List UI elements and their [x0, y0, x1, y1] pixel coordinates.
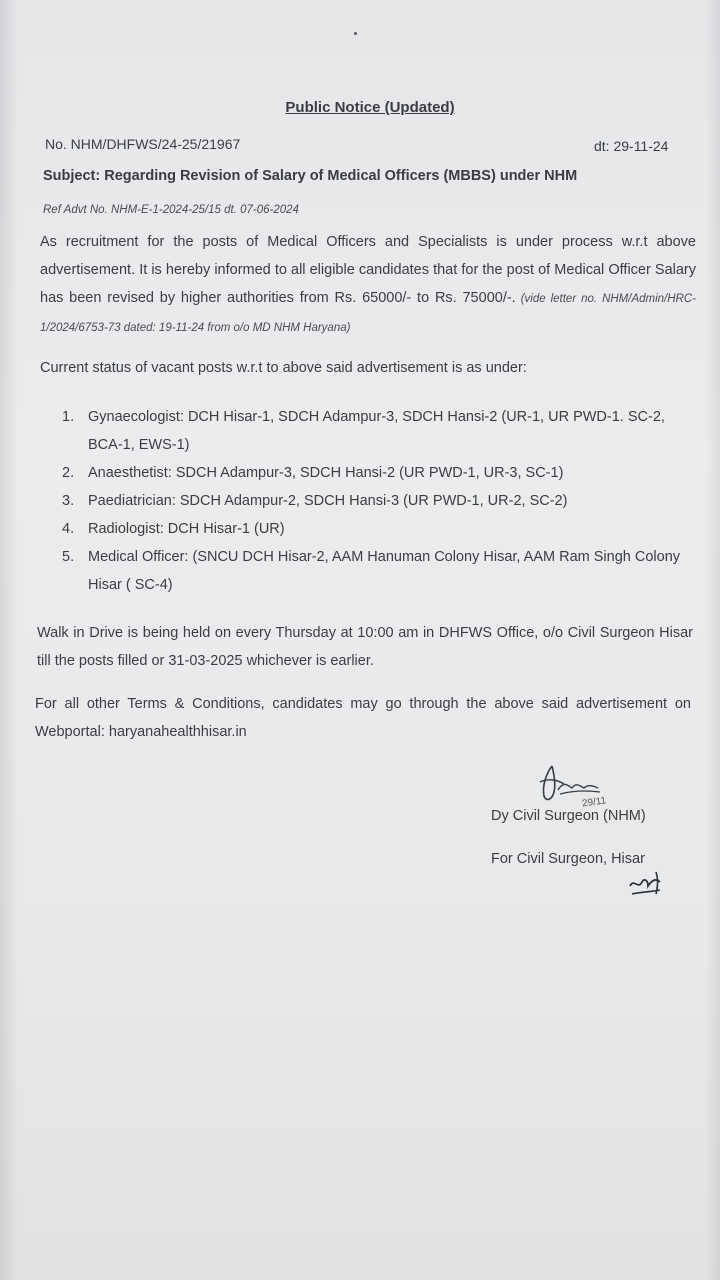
subject-line	[43, 168, 577, 184]
salary-revision-text: As recruitment for the posts of Medical Officers and Specialists is under process w.r.t above advertisement. It is hereby informed to all eligible candidates that for the post of Medical Officer Salary has been revised by higher authorities from Rs. 65000/- to Rs. 75000/-.	[40, 234, 696, 306]
list-item	[62, 543, 702, 599]
vacant-posts-list	[62, 403, 702, 599]
list-item	[62, 459, 702, 487]
list-number: 2.	[62, 465, 75, 481]
vide-letter-reference: (vide letter no. NHM/Admin/HRC-1/2024/6753-73 dated: 19-11-24 from o/o MD NHM Haryana)	[40, 293, 696, 334]
subject-text: Regarding Revision of Salary of Medical Officers (MBBS) under NHM	[100, 168, 578, 184]
list-number: 4.	[62, 521, 75, 537]
list-number: 3.	[62, 493, 75, 509]
signature-date: 29/11	[581, 795, 607, 810]
notice-title: Public Notice (Updated)	[285, 99, 455, 116]
reference-advertisement: Ref Advt No. NHM-E-1-2024-25/15 dt. 07-06-2024	[43, 204, 299, 216]
list-item	[62, 403, 702, 459]
list-number: 1.	[62, 409, 75, 425]
subject-label: Subject:	[43, 168, 101, 184]
list-text: Anaesthetist: SDCH Adampur-3, SDCH Hansi-2 (UR PWD-1, UR-3, SC-1)	[88, 465, 564, 481]
page-shadow-left	[0, 0, 18, 1280]
designation-dy-civil-surgeon: Dy Civil Surgeon (NHM)	[491, 808, 646, 824]
salary-revision-paragraph	[40, 228, 696, 342]
vacancy-status-intro: Current status of vacant posts w.r.t to above said advertisement is as under:	[40, 360, 527, 376]
page-shadow-right	[706, 0, 720, 1280]
list-text: Medical Officer: (SNCU DCH Hisar-2, AAM Hanuman Colony Hisar, AAM Ram Singh Colony Hisar ( SC-4)	[88, 549, 681, 593]
walk-in-paragraph: Walk in Drive is being held on every Thursday at 10:00 am in DHFWS Office, o/o Civil Surgeon Hisar till the posts filled or 31-03-2025 whichever is earlier.	[37, 625, 693, 669]
handwritten-initials	[626, 868, 666, 902]
list-number: 5.	[62, 549, 75, 565]
notice-date: dt: 29-11-24	[594, 138, 669, 154]
terms-paragraph: For all other Terms & Conditions, candidates may go through the above said advertisement on Webportal: haryanahealthhisar.in	[35, 696, 691, 740]
notice-number: No. NHM/DHFWS/24-25/21967	[45, 136, 241, 152]
list-item	[62, 515, 702, 543]
list-item	[62, 487, 702, 515]
designation-for-civil-surgeon: For Civil Surgeon, Hisar	[491, 851, 645, 867]
list-text: Radiologist: DCH Hisar-1 (UR)	[88, 521, 285, 537]
list-text: Gynaecologist: DCH Hisar-1, SDCH Adampur-3, SDCH Hansi-2 (UR-1, UR PWD-1. SC-2, BCA-1, EWS-1)	[88, 409, 665, 453]
list-text: Paediatrician: SDCH Adampur-2, SDCH Hansi-3 (UR PWD-1, UR-2, SC-2)	[88, 493, 568, 509]
paper-mark	[354, 32, 357, 35]
